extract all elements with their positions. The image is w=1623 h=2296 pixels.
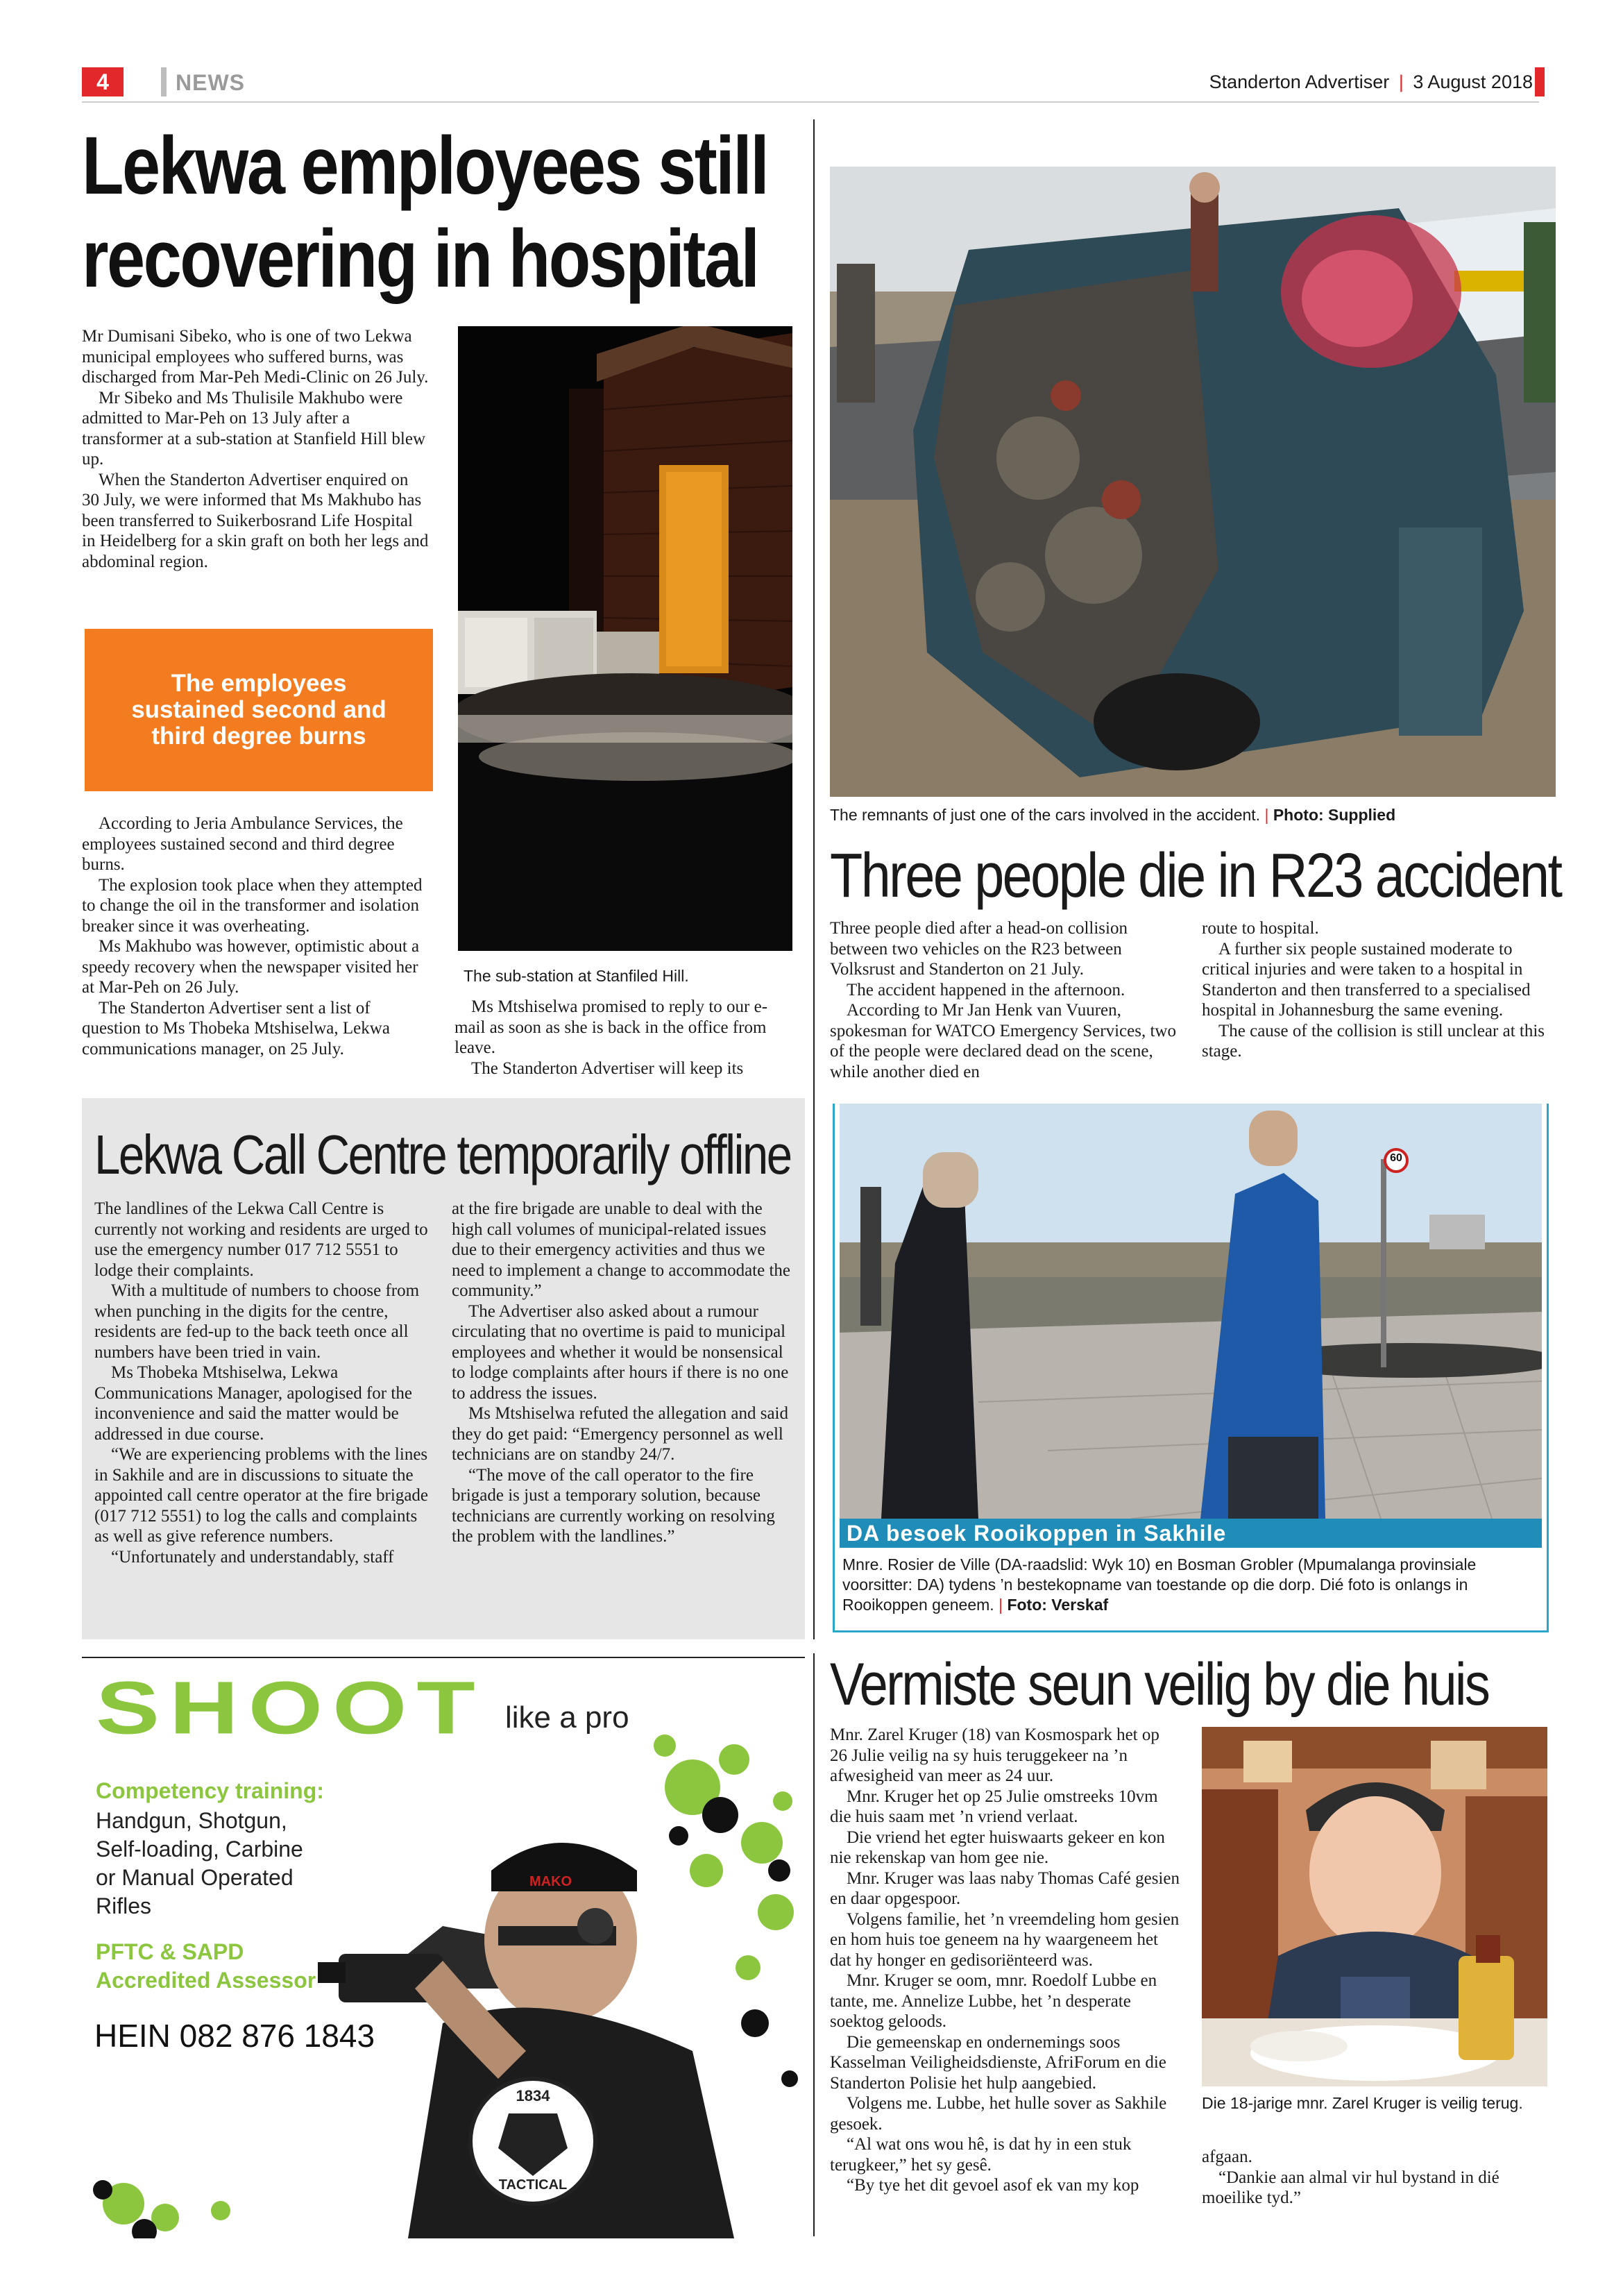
call-centre-col2 bbox=[452, 1199, 792, 1547]
paragraph: afgaan. bbox=[1202, 2147, 1252, 2166]
paragraph: “Al wat ons wou hê, is dat hy in een stuk terugkeer,” het sy gesê. bbox=[830, 2135, 1132, 2175]
paragraph: The explosion took place when they attempted to change the oil in the transformer and isolation breaker since it was overheating. bbox=[82, 875, 423, 936]
lekwa-intro bbox=[82, 326, 429, 572]
paragraph: Mnr. Kruger was laas naby Thomas Café gesien en daar opgespoor. bbox=[830, 1868, 1180, 1908]
lekwa-headline bbox=[82, 119, 817, 305]
paragraph: Mnr. Zarel Kruger (18) van Kosmospark het op 26 Julie veilig na sy huis teruggekeer na ’n afwesigheid van meer as 24 uur. bbox=[830, 1725, 1159, 1785]
paragraph: Mnr. Kruger het op 25 Julie omstreeks 10vm die huis saam met ’n vriend verlaat. bbox=[830, 1787, 1158, 1826]
masthead-red-tab bbox=[1535, 67, 1545, 96]
paragraph: Ms Mtshiselwa promised to reply to our e-mail as soon as she is back in the office from leave. bbox=[454, 997, 768, 1057]
training-line: Rifles bbox=[96, 1893, 152, 1918]
speed-sign-number: 60 bbox=[1390, 1152, 1402, 1164]
paragraph: Volgens me. Lubbe, het hulle sover as Sakhile gesoek. bbox=[830, 2094, 1167, 2134]
pull-quote bbox=[85, 629, 433, 791]
accreditation-line: PFTC & SAPD bbox=[96, 1939, 244, 1964]
column-divider bbox=[813, 1098, 815, 1639]
call-centre-headline: Lekwa Call Centre temporarily offline bbox=[94, 1124, 791, 1185]
masthead-rule bbox=[82, 101, 1539, 103]
paragraph: “The move of the call operator to the fire brigade is just a temporary solution, because technicians are currently working on resolving the problem with the landlines.” bbox=[452, 1465, 775, 1546]
paragraph: Ms Makhubo was however, optimistic about a speedy recovery when the newspaper visited her at Mar-Peh on 26 July. bbox=[82, 937, 420, 997]
da-title: DA besoek Rooikoppen in Sakhile bbox=[847, 1521, 1227, 1546]
paragraph: Mr Sibeko and Ms Thulisile Makhubo were admitted to Mar-Peh on 13 July after a transformer at a sub-station at Stanfield Hill blew up. bbox=[82, 388, 426, 469]
paragraph: Mnr. Kruger se oom, mnr. Roedolf Lubbe en tante, me. Annelize Lubbe, het ’n desperate soektog geloods. bbox=[830, 1971, 1157, 2031]
masthead-separator: | bbox=[1398, 71, 1404, 92]
paragraph: The landlines of the Lekwa Call Centre is currently not working and residents are urged to use the emergency number 017 712 5551 to lodge their complaints. bbox=[94, 1199, 428, 1280]
paragraph: “By tye het dit gevoel asof ek van my kop bbox=[847, 2176, 1139, 2195]
paragraph: Ms Mtshiselwa refuted the allegation and said they do get paid: “Emergency personnel as well technicians are on standby 24/7. bbox=[452, 1404, 788, 1464]
accreditation-line: Accredited Assessor bbox=[96, 1968, 316, 1993]
paragraph: With a multitude of numbers to choose from when punching in the digits for the centre, residents are fed-up to the back teeth once all numbers have been tried in vain. bbox=[94, 1281, 420, 1362]
training-line: Self-loading, Carbine bbox=[96, 1837, 303, 1862]
paragraph: Mr Dumisani Sibeko, who is one of two Lekwa municipal employees who suffered burns, was discharged from Mar-Peh Medi-Clinic on 26 July. bbox=[82, 327, 429, 387]
section-label: NEWS bbox=[176, 70, 245, 95]
paragraph: “Unfortunately and understandably, staff bbox=[111, 1547, 394, 1567]
paragraph: Ms Thobeka Mtshiselwa, Lekwa Communications Manager, apologised for the inconvenience and said the matter would be addressed in due course. bbox=[94, 1363, 412, 1444]
training-line: or Manual Operated bbox=[96, 1865, 294, 1890]
da-title-bar bbox=[840, 1519, 1542, 1548]
paragraph: According to Jeria Ambulance Services, the employees sustained second and third degree burns. bbox=[82, 814, 403, 874]
lekwa-headline-line1: Lekwa employees still bbox=[82, 120, 768, 212]
section-marker bbox=[161, 67, 167, 96]
paragraph: Die gemeenskap en ondernemings soos Kasselman Veiligheidsdienste, AfriForum en die Standerton Polisie het hulp aangebied. bbox=[830, 2032, 1166, 2093]
caption-separator: | bbox=[999, 1596, 1003, 1614]
paragraph: Volgens familie, het ’n vreemdeling hom gesien en hom huis toe geneem na hy waargeneem het dat hy honger en gedisoriënteerd was. bbox=[830, 1909, 1180, 1970]
da-caption bbox=[842, 1555, 1536, 1615]
paragraph: When the Standerton Advertiser enquired on 30 July, we were informed that Ms Makhubo has been transferred to Suikerbosrand Life Hospital in Heidelberg for a skin graft on both her legs and abdominal region. bbox=[82, 470, 429, 571]
masthead-right bbox=[1209, 67, 1533, 96]
caption-separator: | bbox=[1264, 806, 1269, 824]
accident-photo-caption bbox=[830, 805, 1556, 825]
column-divider bbox=[813, 119, 815, 1098]
advert-contact: HEIN 082 876 1843 bbox=[94, 2018, 375, 2054]
accident-photo bbox=[830, 167, 1556, 797]
da-photo bbox=[840, 1104, 1542, 1519]
substation-caption: The sub-station at Stanfiled Hill. bbox=[464, 967, 689, 985]
pull-quote-text: The employees sustained second and third degree burns bbox=[131, 670, 386, 750]
paragraph: The Standerton Advertiser sent a list of question to Ms Thobeka Mtshiselwa, Lekwa communications manager, on 25 July. bbox=[82, 998, 390, 1058]
missing-boy-headline: Vermiste seun veilig by die huis bbox=[830, 1651, 1489, 1718]
missing-boy-col1 bbox=[830, 1725, 1180, 2196]
missing-boy-col2 bbox=[1202, 2147, 1549, 2209]
training-line: Handgun, Shotgun, bbox=[96, 1808, 287, 1833]
paragraph: A further six people sustained moderate to critical injuries and were taken to a hospital in Standerton and then transferred to a specialised hospital in Johannesburg the same evening. bbox=[1202, 939, 1531, 1020]
accident-col2 bbox=[1202, 918, 1556, 1062]
substation-photo bbox=[458, 326, 792, 951]
paragraph: “We are experiencing problems with the lines in Sakhile and are in discussions to situate the appointed call centre operator at the fire brigade (017 712 5551) to log the calls and complaints as well as give reference numbers. bbox=[94, 1445, 429, 1546]
paragraph: Die vriend het egter huiswaarts gekeer en kon nie rekenskap van hom gee nie. bbox=[830, 1827, 1165, 1867]
advert-training-heading: Competency training: bbox=[96, 1778, 324, 1803]
paragraph: route to hospital. bbox=[1202, 919, 1319, 938]
lekwa-col1 bbox=[82, 813, 432, 1059]
caption-text: Mnre. Rosier de Ville (DA-raadslid: Wyk 10) en Bosman Grobler (Mpumalanga provinsiale voorsitter: DA) tydens ’n bestekopname van toestande op die dorp. Dié foto is onlangs in Rooikoppen geneem. bbox=[842, 1555, 1477, 1614]
accident-col1 bbox=[830, 918, 1177, 1082]
paragraph: According to Mr Jan Henk van Vuuren, spokesman for WATCO Emergency Services, two of the people were declared dead on the scene, while another died en bbox=[830, 1001, 1176, 1081]
cap-text: MAKO bbox=[529, 1874, 572, 1889]
paragraph: The Advertiser also asked about a rumour circulating that no overtime is paid to municipal employees and whether it would be nonsensical to lodge complaints after hours if there is no one to address the issues. bbox=[452, 1301, 789, 1403]
advert-tagline: like a pro bbox=[505, 1700, 629, 1734]
boy-photo bbox=[1202, 1727, 1547, 2086]
advert-training-list bbox=[96, 1807, 303, 1921]
paragraph: The Standerton Advertiser will keep its bbox=[471, 1058, 744, 1078]
advert-rule bbox=[82, 1657, 805, 1658]
call-centre-col1 bbox=[94, 1199, 433, 1567]
paragraph: The cause of the collision is still unclear at this stage. bbox=[1202, 1021, 1545, 1061]
paragraph: “Dankie aan almal vir hul bystand in dié moeilike tyd.” bbox=[1202, 2168, 1499, 2207]
paragraph: at the fire brigade are unable to deal with the high call volumes of municipal-related issues due to their emergency activities and thus we need to implement a change to accommodate the community.” bbox=[452, 1199, 791, 1300]
advert bbox=[82, 1662, 805, 2238]
lekwa-col2 bbox=[454, 997, 794, 1079]
column-divider bbox=[813, 1653, 815, 2236]
caption-text: The remnants of just one of the cars involved in the accident. bbox=[830, 806, 1261, 824]
issue-date: 3 August 2018 bbox=[1413, 71, 1533, 92]
publication-name: Standerton Advertiser bbox=[1209, 71, 1390, 92]
badge-word: TACTICAL bbox=[498, 2177, 568, 2193]
badge-year: 1834 bbox=[516, 2087, 550, 2104]
advert-accreditation bbox=[96, 1938, 316, 1995]
page-number: 4 bbox=[96, 69, 109, 94]
caption-credit: Foto: Verskaf bbox=[1007, 1596, 1109, 1614]
lekwa-headline-line2: recovering in hospital bbox=[82, 213, 758, 305]
accident-headline: Three people die in R23 accident bbox=[830, 841, 1561, 911]
boy-photo-caption: Die 18-jarige mnr. Zarel Kruger is veilig terug. bbox=[1202, 2094, 1523, 2112]
advert-brand: SHOOT bbox=[96, 1666, 485, 1750]
caption-credit: Photo: Supplied bbox=[1273, 806, 1396, 824]
paragraph: The accident happened in the afternoon. bbox=[847, 980, 1125, 999]
paragraph: Three people died after a head-on collision between two vehicles on the R23 between Volksrust and Standerton on 21 July. bbox=[830, 919, 1128, 979]
